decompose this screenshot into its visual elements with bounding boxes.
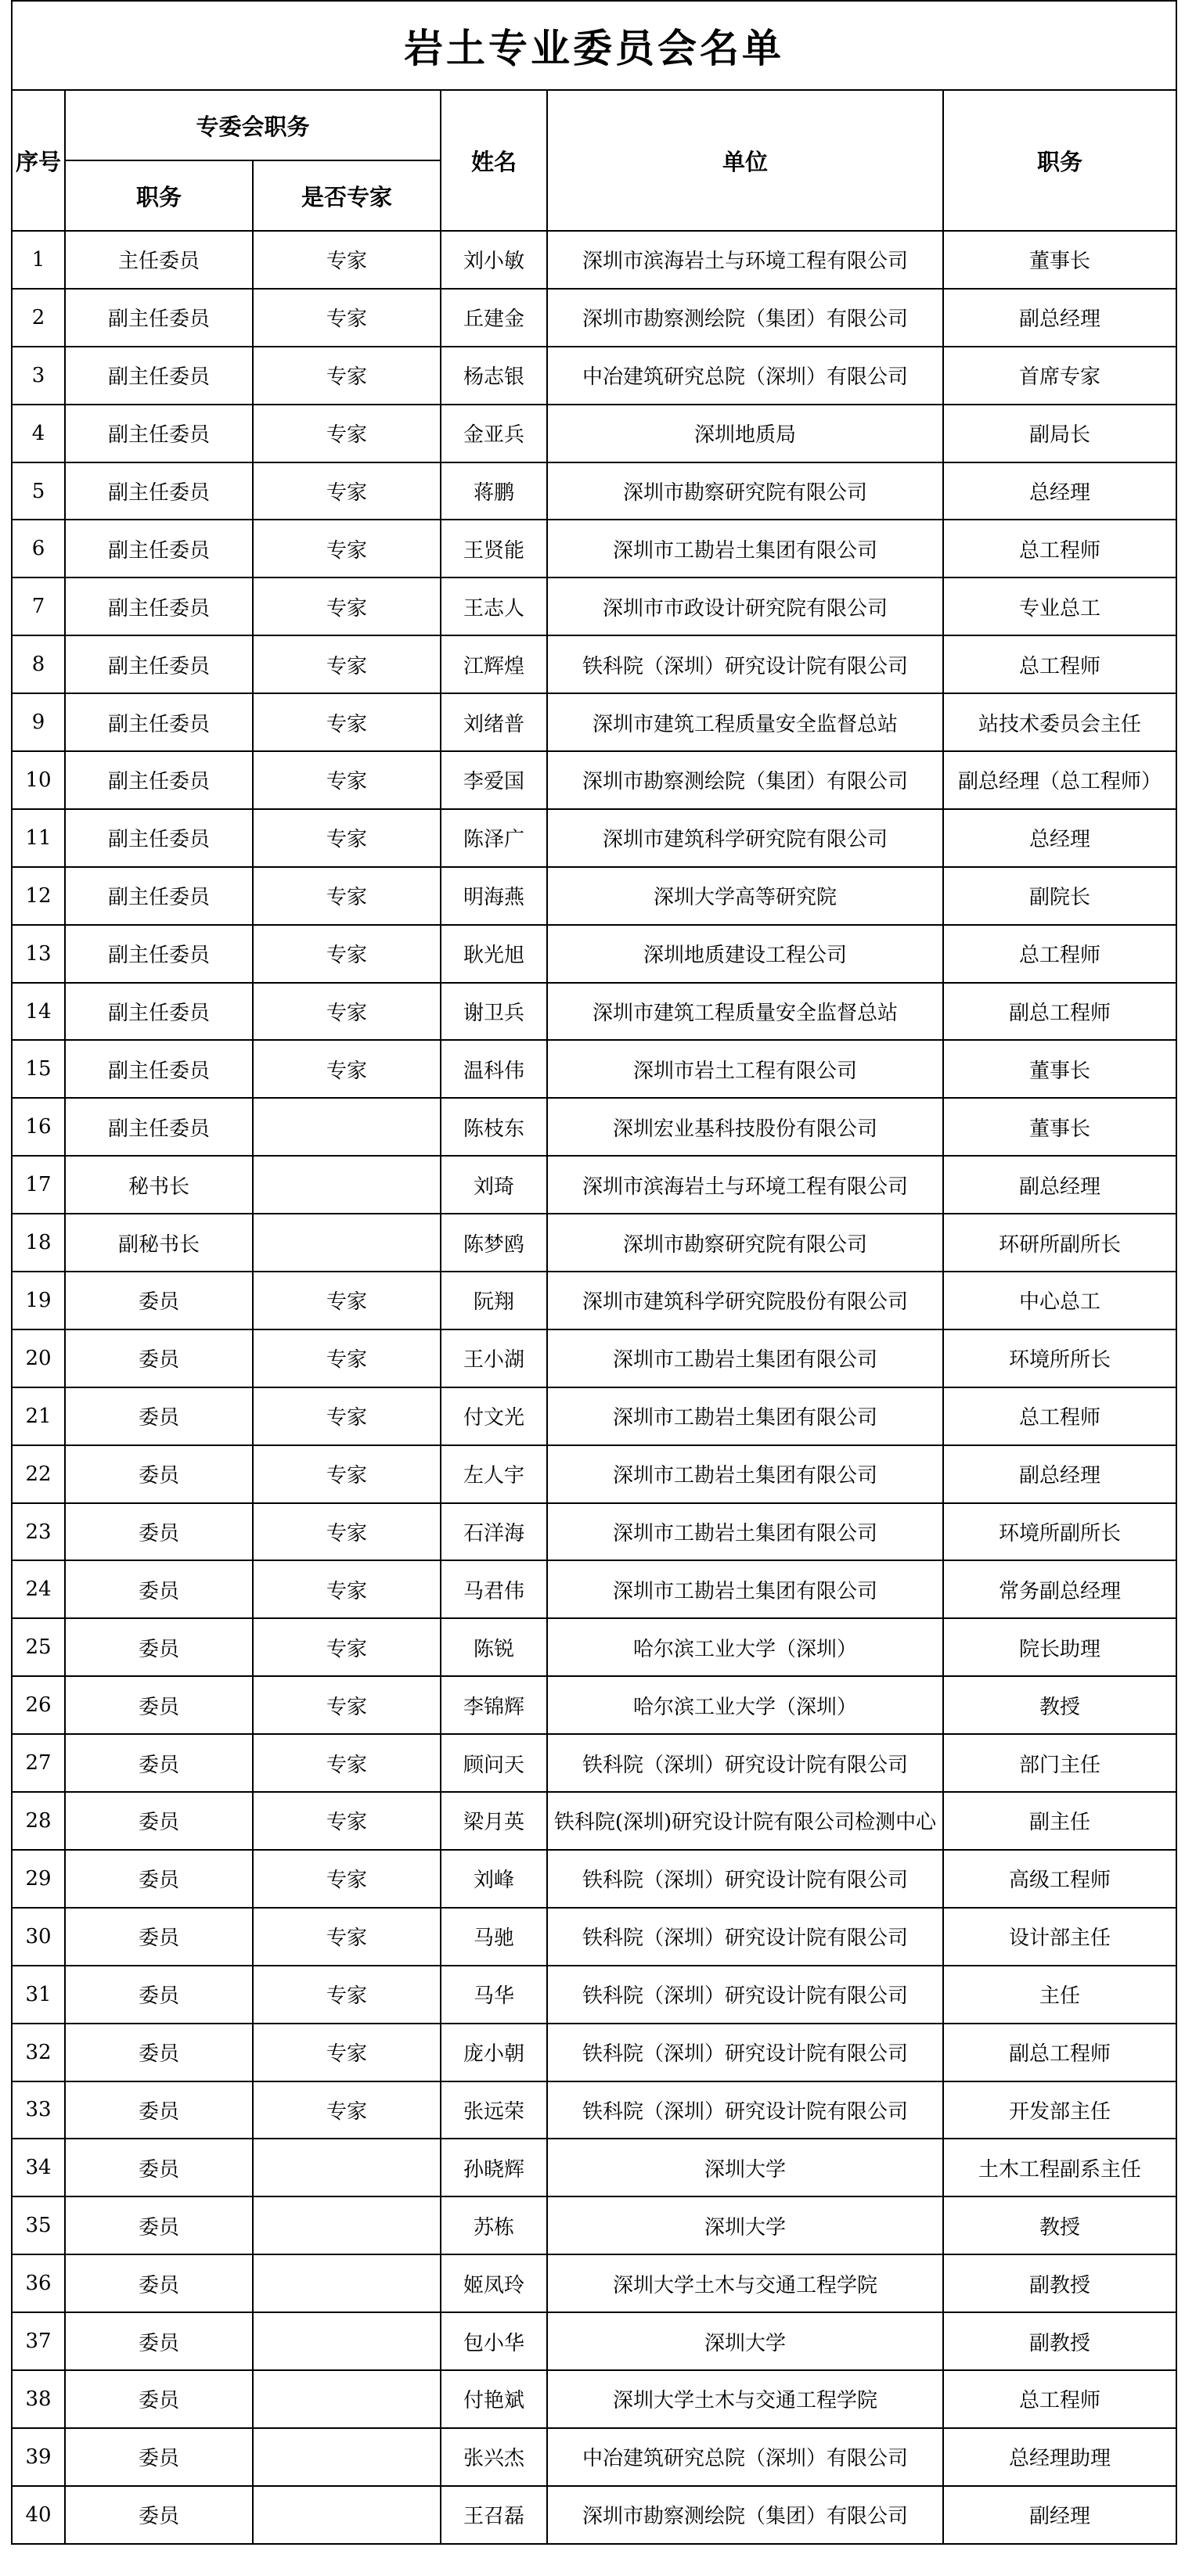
position-cell: 副总工程师	[943, 2024, 1176, 2081]
table-row	[12, 2139, 1176, 2196]
unit-cell: 深圳大学土木与交通工程学院	[547, 2254, 943, 2312]
table-row	[12, 635, 1176, 693]
unit-cell: 深圳市工勘岩土集团有限公司	[547, 1503, 943, 1561]
unit-cell: 哈尔滨工业大学（深圳）	[547, 1676, 943, 1734]
table-row	[12, 2428, 1176, 2486]
unit-cell: 深圳市滨海岩土与环境工程有限公司	[547, 231, 943, 289]
unit-cell: 深圳市工勘岩土集团有限公司	[547, 1329, 943, 1387]
table-row	[12, 1560, 1176, 1618]
position-cell: 环研所副所长	[943, 1214, 1176, 1272]
role-cell: 委员	[65, 1445, 253, 1503]
unit-cell: 深圳大学土木与交通工程学院	[547, 2370, 943, 2428]
header-position: 职务	[943, 90, 1176, 231]
name-cell: 马华	[441, 1966, 547, 2024]
unit-cell: 深圳地质局	[547, 405, 943, 462]
table-row	[12, 347, 1176, 405]
name-cell: 马驰	[441, 1908, 547, 1966]
expert-cell: 专家	[253, 1445, 441, 1503]
table-row	[12, 2081, 1176, 2139]
header-is-expert: 是否专家	[253, 160, 441, 231]
role-cell: 副主任委员	[65, 1040, 253, 1098]
table-row	[12, 520, 1176, 577]
role-cell: 副主任委员	[65, 867, 253, 925]
seq-cell: 28	[12, 1792, 65, 1850]
position-cell: 中心总工	[943, 1272, 1176, 1329]
name-cell: 付艳斌	[441, 2370, 547, 2428]
expert-cell: 专家	[253, 751, 441, 809]
position-cell: 站技术委员会主任	[943, 693, 1176, 751]
expert-cell	[253, 2312, 441, 2370]
role-cell: 委员	[65, 2024, 253, 2081]
position-cell: 副经理	[943, 2486, 1176, 2544]
table-row	[12, 1040, 1176, 1098]
seq-cell: 14	[12, 983, 65, 1041]
role-cell: 副主任委员	[65, 347, 253, 405]
name-cell: 孙晓辉	[441, 2139, 547, 2196]
table-row	[12, 289, 1176, 347]
name-cell: 明海燕	[441, 867, 547, 925]
role-cell: 委员	[65, 2081, 253, 2139]
name-cell: 温科伟	[441, 1040, 547, 1098]
unit-cell: 哈尔滨工业大学（深圳）	[547, 1618, 943, 1676]
role-cell: 副主任委员	[65, 577, 253, 635]
header-name: 姓名	[441, 90, 547, 231]
table-row	[12, 1618, 1176, 1676]
expert-cell: 专家	[253, 867, 441, 925]
table-row	[12, 2370, 1176, 2428]
unit-cell: 铁科院（深圳）研究设计院有限公司	[547, 635, 943, 693]
position-cell: 院长助理	[943, 1618, 1176, 1676]
name-cell: 王小湖	[441, 1329, 547, 1387]
table-row	[12, 1156, 1176, 1214]
seq-cell: 10	[12, 751, 65, 809]
seq-cell: 30	[12, 1908, 65, 1966]
position-cell: 土木工程副系主任	[943, 2139, 1176, 2196]
role-cell: 委员	[65, 2196, 253, 2254]
seq-cell: 6	[12, 520, 65, 577]
seq-cell: 33	[12, 2081, 65, 2139]
unit-cell: 深圳市工勘岩土集团有限公司	[547, 1560, 943, 1618]
unit-cell: 深圳市勘察测绘院（集团）有限公司	[547, 2486, 943, 2544]
unit-cell: 深圳市工勘岩土集团有限公司	[547, 1387, 943, 1445]
seq-cell: 22	[12, 1445, 65, 1503]
table-row	[12, 1850, 1176, 1908]
name-cell: 丘建金	[441, 289, 547, 347]
position-cell: 副局长	[943, 405, 1176, 462]
seq-cell: 2	[12, 289, 65, 347]
seq-cell: 23	[12, 1503, 65, 1561]
position-cell: 常务副总经理	[943, 1560, 1176, 1618]
name-cell: 庞小朝	[441, 2024, 547, 2081]
table-row	[12, 1908, 1176, 1966]
seq-cell: 29	[12, 1850, 65, 1908]
role-cell: 委员	[65, 1272, 253, 1329]
name-cell: 左人宇	[441, 1445, 547, 1503]
role-cell: 委员	[65, 1850, 253, 1908]
expert-cell: 专家	[253, 1329, 441, 1387]
name-cell: 包小华	[441, 2312, 547, 2370]
table-row	[12, 2312, 1176, 2370]
name-cell: 金亚兵	[441, 405, 547, 462]
name-cell: 刘小敏	[441, 231, 547, 289]
seq-cell: 5	[12, 462, 65, 520]
expert-cell	[253, 1214, 441, 1272]
table-row	[12, 1387, 1176, 1445]
name-cell: 张兴杰	[441, 2428, 547, 2486]
seq-cell: 11	[12, 809, 65, 867]
table-row	[12, 1098, 1176, 1156]
role-cell: 委员	[65, 2428, 253, 2486]
name-cell: 李锦辉	[441, 1676, 547, 1734]
position-cell: 总工程师	[943, 520, 1176, 577]
table-row	[12, 462, 1176, 520]
table-row	[12, 925, 1176, 983]
name-cell: 陈锐	[441, 1618, 547, 1676]
role-cell: 委员	[65, 1908, 253, 1966]
table-row	[12, 867, 1176, 925]
seq-cell: 32	[12, 2024, 65, 2081]
position-cell: 副教授	[943, 2312, 1176, 2370]
unit-cell: 深圳地质建设工程公司	[547, 925, 943, 983]
role-cell: 委员	[65, 1734, 253, 1792]
expert-cell: 专家	[253, 1387, 441, 1445]
expert-cell: 专家	[253, 1503, 441, 1561]
seq-cell: 3	[12, 347, 65, 405]
table-row	[12, 2024, 1176, 2081]
role-cell: 委员	[65, 1503, 253, 1561]
seq-cell: 9	[12, 693, 65, 751]
position-cell: 副总经理	[943, 1445, 1176, 1503]
table-row	[12, 1792, 1176, 1850]
expert-cell: 专家	[253, 1850, 441, 1908]
seq-cell: 36	[12, 2254, 65, 2312]
role-cell: 副秘书长	[65, 1214, 253, 1272]
expert-cell: 专家	[253, 1908, 441, 1966]
role-cell: 委员	[65, 1966, 253, 2024]
position-cell: 设计部主任	[943, 1908, 1176, 1966]
position-cell: 首席专家	[943, 347, 1176, 405]
seq-cell: 16	[12, 1098, 65, 1156]
page-title: 岩土专业委员会名单	[12, 1, 1176, 90]
position-cell: 总工程师	[943, 925, 1176, 983]
seq-cell: 18	[12, 1214, 65, 1272]
seq-cell: 34	[12, 2139, 65, 2196]
table-row	[12, 1734, 1176, 1792]
unit-cell: 深圳市勘察测绘院（集团）有限公司	[547, 289, 943, 347]
position-cell: 总经理	[943, 809, 1176, 867]
unit-cell: 深圳市勘察测绘院（集团）有限公司	[547, 751, 943, 809]
committee-roster-table	[11, 0, 1177, 2545]
seq-cell: 17	[12, 1156, 65, 1214]
seq-cell: 38	[12, 2370, 65, 2428]
name-cell: 阮翔	[441, 1272, 547, 1329]
role-cell: 委员	[65, 1387, 253, 1445]
expert-cell: 专家	[253, 983, 441, 1041]
seq-cell: 20	[12, 1329, 65, 1387]
table-row	[12, 2196, 1176, 2254]
expert-cell: 专家	[253, 693, 441, 751]
position-cell: 主任	[943, 1966, 1176, 2024]
role-cell: 副主任委员	[65, 809, 253, 867]
table-row	[12, 809, 1176, 867]
position-cell: 副总经理	[943, 1156, 1176, 1214]
role-cell: 副主任委员	[65, 983, 253, 1041]
role-cell: 委员	[65, 1618, 253, 1676]
position-cell: 环境所所长	[943, 1329, 1176, 1387]
seq-cell: 12	[12, 867, 65, 925]
position-cell: 副教授	[943, 2254, 1176, 2312]
expert-cell: 专家	[253, 809, 441, 867]
seq-cell: 4	[12, 405, 65, 462]
expert-cell	[253, 2486, 441, 2544]
expert-cell: 专家	[253, 1272, 441, 1329]
role-cell: 委员	[65, 2312, 253, 2370]
position-cell: 董事长	[943, 1098, 1176, 1156]
position-cell: 教授	[943, 2196, 1176, 2254]
name-cell: 杨志银	[441, 347, 547, 405]
seq-cell: 37	[12, 2312, 65, 2370]
role-cell: 副主任委员	[65, 693, 253, 751]
name-cell: 顾问天	[441, 1734, 547, 1792]
position-cell: 副院长	[943, 867, 1176, 925]
name-cell: 蒋鹏	[441, 462, 547, 520]
expert-cell	[253, 2254, 441, 2312]
name-cell: 王召磊	[441, 2486, 547, 2544]
seq-cell: 27	[12, 1734, 65, 1792]
expert-cell	[253, 2428, 441, 2486]
role-cell: 委员	[65, 2254, 253, 2312]
expert-cell: 专家	[253, 347, 441, 405]
name-cell: 王贤能	[441, 520, 547, 577]
name-cell: 陈梦鸥	[441, 1214, 547, 1272]
role-cell: 副主任委员	[65, 289, 253, 347]
role-cell: 委员	[65, 2486, 253, 2544]
seq-cell: 21	[12, 1387, 65, 1445]
table-row	[12, 693, 1176, 751]
name-cell: 刘绪普	[441, 693, 547, 751]
position-cell: 董事长	[943, 1040, 1176, 1098]
role-cell: 委员	[65, 1792, 253, 1850]
expert-cell: 专家	[253, 405, 441, 462]
position-cell: 副主任	[943, 1792, 1176, 1850]
unit-cell: 深圳市建筑工程质量安全监督总站	[547, 983, 943, 1041]
role-cell: 副主任委员	[65, 1098, 253, 1156]
role-cell: 副主任委员	[65, 405, 253, 462]
position-cell: 环境所副所长	[943, 1503, 1176, 1561]
role-cell: 主任委员	[65, 231, 253, 289]
position-cell: 高级工程师	[943, 1850, 1176, 1908]
unit-cell: 铁科院（深圳）研究设计院有限公司	[547, 1850, 943, 1908]
expert-cell: 专家	[253, 1734, 441, 1792]
table-row	[12, 751, 1176, 809]
position-cell: 教授	[943, 1676, 1176, 1734]
unit-cell: 深圳宏业基科技股份有限公司	[547, 1098, 943, 1156]
unit-cell: 中冶建筑研究总院（深圳）有限公司	[547, 347, 943, 405]
unit-cell: 深圳市市政设计研究院有限公司	[547, 577, 943, 635]
unit-cell: 深圳市滨海岩土与环境工程有限公司	[547, 1156, 943, 1214]
name-cell: 张远荣	[441, 2081, 547, 2139]
expert-cell	[253, 2139, 441, 2196]
unit-cell: 深圳市建筑科学研究院有限公司	[547, 809, 943, 867]
seq-cell: 19	[12, 1272, 65, 1329]
role-cell: 副主任委员	[65, 462, 253, 520]
expert-cell: 专家	[253, 1792, 441, 1850]
position-cell: 部门主任	[943, 1734, 1176, 1792]
seq-cell: 24	[12, 1560, 65, 1618]
expert-cell: 专家	[253, 925, 441, 983]
expert-cell: 专家	[253, 2081, 441, 2139]
table-row	[12, 2486, 1176, 2544]
unit-cell: 深圳市工勘岩土集团有限公司	[547, 1445, 943, 1503]
expert-cell	[253, 2196, 441, 2254]
roster-body	[12, 231, 1176, 2544]
name-cell: 付文光	[441, 1387, 547, 1445]
name-cell: 耿光旭	[441, 925, 547, 983]
header-role: 职务	[65, 160, 253, 231]
table-row	[12, 1503, 1176, 1561]
expert-cell: 专家	[253, 577, 441, 635]
name-cell: 陈枝东	[441, 1098, 547, 1156]
expert-cell: 专家	[253, 1040, 441, 1098]
table-row	[12, 2254, 1176, 2312]
position-cell: 总工程师	[943, 635, 1176, 693]
seq-cell: 40	[12, 2486, 65, 2544]
name-cell: 姬凤玲	[441, 2254, 547, 2312]
role-cell: 秘书长	[65, 1156, 253, 1214]
header-seq: 序号	[12, 90, 65, 231]
table-row	[12, 1272, 1176, 1329]
expert-cell: 专家	[253, 462, 441, 520]
header-unit: 单位	[547, 90, 943, 231]
unit-cell: 深圳大学	[547, 2139, 943, 2196]
unit-cell: 铁科院（深圳）研究设计院有限公司	[547, 2081, 943, 2139]
unit-cell: 深圳市岩土工程有限公司	[547, 1040, 943, 1098]
name-cell: 江辉煌	[441, 635, 547, 693]
name-cell: 石洋海	[441, 1503, 547, 1561]
role-cell: 副主任委员	[65, 635, 253, 693]
unit-cell: 铁科院（深圳）研究设计院有限公司	[547, 1908, 943, 1966]
position-cell: 副总经理	[943, 289, 1176, 347]
seq-cell: 15	[12, 1040, 65, 1098]
expert-cell	[253, 1098, 441, 1156]
name-cell: 谢卫兵	[441, 983, 547, 1041]
role-cell: 委员	[65, 1676, 253, 1734]
unit-cell: 深圳大学	[547, 2312, 943, 2370]
table-row	[12, 1676, 1176, 1734]
expert-cell: 专家	[253, 1966, 441, 2024]
table-row	[12, 1329, 1176, 1387]
position-cell: 总经理助理	[943, 2428, 1176, 2486]
unit-cell: 深圳市建筑科学研究院股份有限公司	[547, 1272, 943, 1329]
role-cell: 副主任委员	[65, 520, 253, 577]
expert-cell: 专家	[253, 289, 441, 347]
position-cell: 副总经理（总工程师）	[943, 751, 1176, 809]
position-cell: 开发部主任	[943, 2081, 1176, 2139]
unit-cell: 深圳市建筑工程质量安全监督总站	[547, 693, 943, 751]
name-cell: 梁月英	[441, 1792, 547, 1850]
role-cell: 委员	[65, 1329, 253, 1387]
name-cell: 马君伟	[441, 1560, 547, 1618]
committee-roster-sheet	[11, 0, 1176, 2545]
table-row	[12, 231, 1176, 289]
table-row	[12, 1966, 1176, 2024]
expert-cell: 专家	[253, 635, 441, 693]
seq-cell: 7	[12, 577, 65, 635]
seq-cell: 1	[12, 231, 65, 289]
role-cell: 副主任委员	[65, 925, 253, 983]
name-cell: 陈泽广	[441, 809, 547, 867]
name-cell: 刘峰	[441, 1850, 547, 1908]
table-row	[12, 577, 1176, 635]
role-cell: 副主任委员	[65, 751, 253, 809]
name-cell: 王志人	[441, 577, 547, 635]
expert-cell	[253, 2370, 441, 2428]
position-cell: 总工程师	[943, 1387, 1176, 1445]
seq-cell: 26	[12, 1676, 65, 1734]
unit-cell: 深圳市勘察研究院有限公司	[547, 462, 943, 520]
name-cell: 苏栋	[441, 2196, 547, 2254]
unit-cell: 铁科院（深圳）研究设计院有限公司	[547, 1966, 943, 2024]
role-cell: 委员	[65, 2139, 253, 2196]
position-cell: 专业总工	[943, 577, 1176, 635]
unit-cell: 铁科院(深圳)研究设计院有限公司检测中心	[547, 1792, 943, 1850]
expert-cell	[253, 1156, 441, 1214]
position-cell: 总经理	[943, 462, 1176, 520]
header-committee-role-group: 专委会职务	[65, 90, 441, 160]
seq-cell: 8	[12, 635, 65, 693]
name-cell: 李爱国	[441, 751, 547, 809]
table-row	[12, 1214, 1176, 1272]
unit-cell: 深圳市勘察研究院有限公司	[547, 1214, 943, 1272]
position-cell: 副总工程师	[943, 983, 1176, 1041]
unit-cell: 铁科院（深圳）研究设计院有限公司	[547, 2024, 943, 2081]
role-cell: 委员	[65, 2370, 253, 2428]
unit-cell: 深圳大学高等研究院	[547, 867, 943, 925]
table-row	[12, 405, 1176, 462]
seq-cell: 39	[12, 2428, 65, 2486]
role-cell: 委员	[65, 1560, 253, 1618]
expert-cell: 专家	[253, 520, 441, 577]
unit-cell: 铁科院（深圳）研究设计院有限公司	[547, 1734, 943, 1792]
expert-cell: 专家	[253, 1618, 441, 1676]
seq-cell: 31	[12, 1966, 65, 2024]
unit-cell: 深圳市工勘岩土集团有限公司	[547, 520, 943, 577]
position-cell: 总工程师	[943, 2370, 1176, 2428]
position-cell: 董事长	[943, 231, 1176, 289]
expert-cell: 专家	[253, 1560, 441, 1618]
seq-cell: 25	[12, 1618, 65, 1676]
expert-cell: 专家	[253, 231, 441, 289]
unit-cell: 中冶建筑研究总院（深圳）有限公司	[547, 2428, 943, 2486]
table-row	[12, 1445, 1176, 1503]
seq-cell: 35	[12, 2196, 65, 2254]
unit-cell: 深圳大学	[547, 2196, 943, 2254]
expert-cell: 专家	[253, 1676, 441, 1734]
table-row	[12, 983, 1176, 1041]
name-cell: 刘琦	[441, 1156, 547, 1214]
expert-cell: 专家	[253, 2024, 441, 2081]
seq-cell: 13	[12, 925, 65, 983]
